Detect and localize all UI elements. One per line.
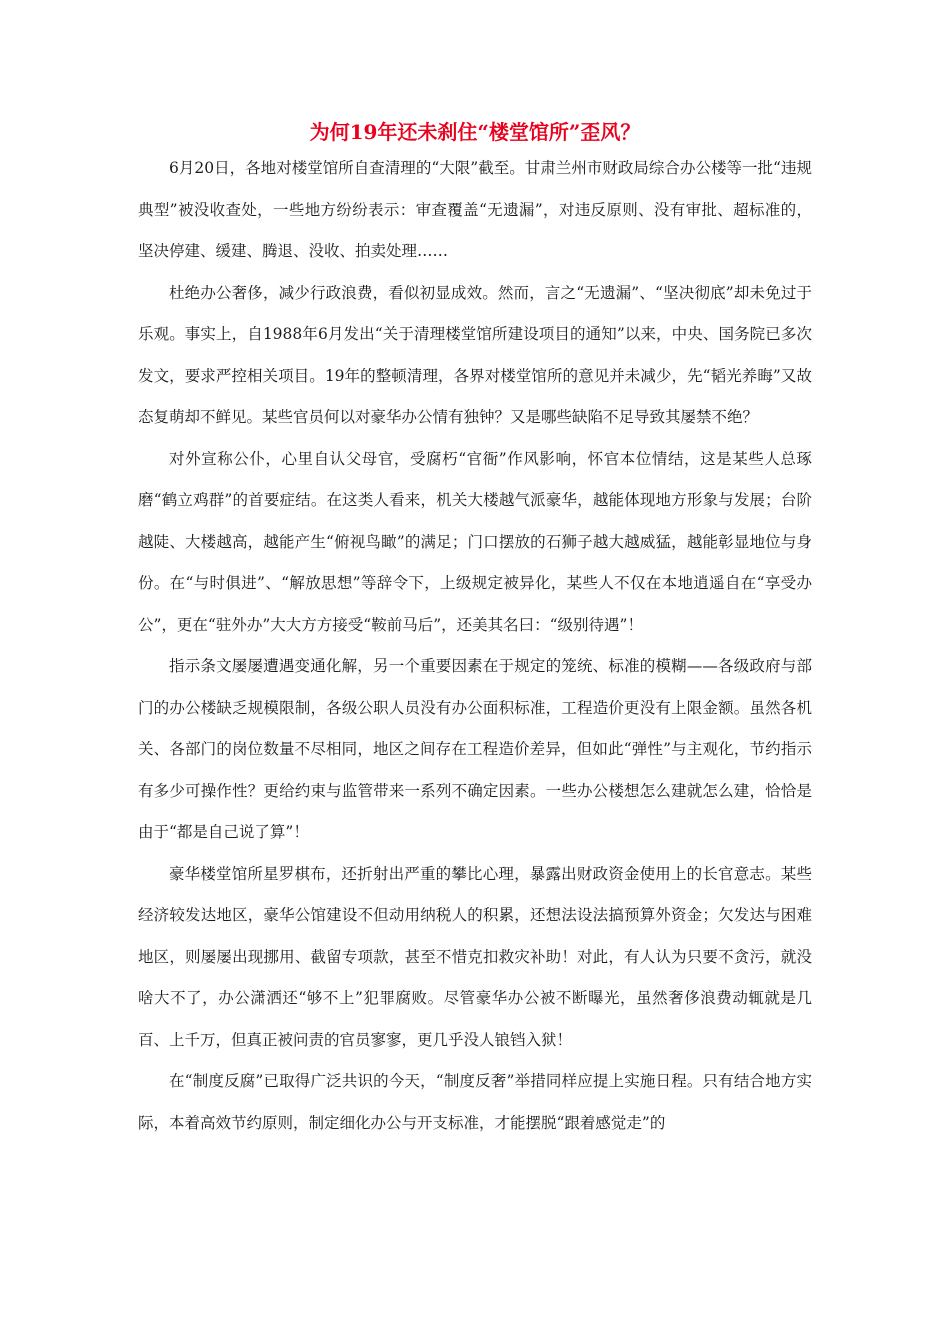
paragraph-4: 指示条文屡屡遭遇变通化解，另一个重要因素在于规定的笼统、标准的模糊——各级政府与部门的办公楼缺乏规模限制，各级公职人员没有办公面积标准，工程造价更没有上限金额。虽然各机关、各部门的岗位数量不尽相同，地区之间存在工程造价差异，但如此“弹性”与主观化，节约指示有多少可操作性？更给约束与监管带来一系列不确定因素。一些办公楼想怎么建就怎么建，恰恰是由于“都是自己说了算”！ bbox=[138, 657, 812, 841]
paragraph-2: 杜绝办公奢侈，减少行政浪费，看似初显成效。然而，言之“无遗漏”、“坚决彻底”却未免过于乐观。事实上，自1988年6月发出“关于清理楼堂馆所建设项目的通知”以来，中央、国务院已多次发文，要求严控相关项目。19年的整顿清理，各界对楼堂馆所的意见并未减少，先“韬光养晦”又故态复萌却不鲜见。某些官员何以对豪华办公情有独钟？又是哪些缺陷不足导致其屡禁不绝？ bbox=[138, 283, 812, 426]
paragraph-1: 6月20日，各地对楼堂馆所自查清理的“大限”截至。甘肃兰州市财政局综合办公楼等一批“违规典型”被没收查处，一些地方纷纷表示：审查覆盖“无遗漏”，对违反原则、没有审批、超标准的，坚决停建、缓建、腾退、没收、拍卖处理…… bbox=[138, 159, 812, 260]
paragraph-3: 对外宣称公仆，心里自认父母官，受腐朽“官衙”作风影响，怀官本位情结，这是某些人总琢磨“鹤立鸡群”的首要症结。在这类人看来，机关大楼越气派豪华，越能体现地方形象与发展；台阶越陡、大楼越高，越能产生“俯视鸟瞰”的满足；门口摆放的石狮子越大越威猛，越能彰显地位与身份。在“与时俱进”、“解放思想”等辞令下，上级规定被异化，某些人不仅在本地逍遥自在“享受办公”，更在“驻外办”大大方方接受“鞍前马后”，还美其名曰：“级别待遇”！ bbox=[138, 449, 812, 634]
document-body bbox=[138, 148, 812, 1144]
document-title: 为何19年还未刹住“楼堂馆所”歪风？ bbox=[309, 120, 641, 144]
paragraph-6: 在“制度反腐”已取得广泛共识的今天，“制度反奢”举措同样应提上实施日程。只有结合地方实际，本着高效节约原则，制定细化办公与开支标准，才能摆脱“跟着感觉走”的 bbox=[138, 1072, 812, 1132]
paragraph-5: 豪华楼堂馆所星罗棋布，还折射出严重的攀比心理，暴露出财政资金使用上的长官意志。某些经济较发达地区，豪华公馆建设不但动用纳税人的积累，还想法设法搞预算外资金；欠发达与困难地区，则屡屡出现挪用、截留专项款，甚至不惜克扣救灾补助！对此，有人认为只要不贪污，就没啥大不了，办公潇洒还“够不上”犯罪腐败。尽管豪华办公被不断曝光，虽然奢侈浪费动辄就是几百、上千万，但真正被问责的官员寥寥，更几乎没人锒铛入狱！ bbox=[138, 864, 812, 1049]
